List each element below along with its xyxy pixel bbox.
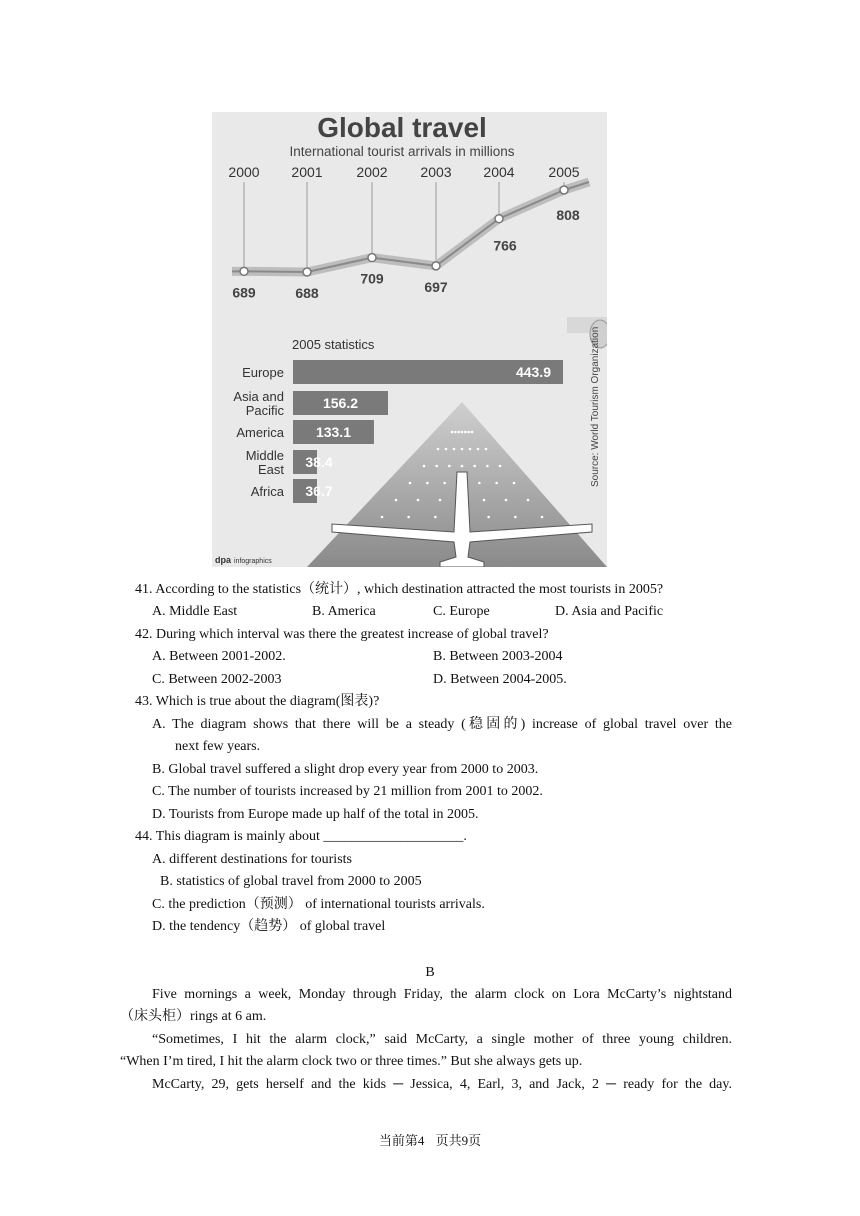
q44-option-a: A. different destinations for tourists [152, 852, 352, 867]
runway-light [485, 448, 488, 451]
q42-option-c: C. Between 2002-2003 [152, 672, 282, 687]
q43-option-a: A. The diagram shows that there will be a steady (稳固的) increase of global travel over the [152, 717, 732, 732]
q41-option-d: D. Asia and Pacific [555, 604, 664, 619]
runway-light [439, 499, 442, 502]
q44-option-b: B. statistics of global travel from 2000 to 2005 [160, 874, 422, 889]
q41-option-c: C. Europe [433, 604, 490, 619]
runway-light [395, 499, 398, 502]
runway-light [426, 482, 429, 485]
passage-line: （床头柜）rings at 6 am. [120, 1009, 267, 1024]
credit-brand: dpa [215, 555, 232, 565]
arrival-point [432, 262, 440, 270]
runway-light [473, 465, 476, 468]
runway-light [464, 431, 467, 434]
runway-light [514, 516, 517, 519]
runway-light [467, 431, 470, 434]
passage-line: “When I’m tired, I hit the alarm clock two or three times.” But she always gets up. [120, 1054, 583, 1069]
q42-option-d: D. Between 2004-2005. [433, 672, 567, 687]
region-value-label: 36.7 [305, 483, 333, 499]
region-name-label: Africa [250, 484, 284, 499]
runway-light [486, 465, 489, 468]
arrival-value-label: 689 [232, 284, 256, 301]
q43-option-c: C. The number of tourists increased by 21 million from 2001 to 2002. [152, 784, 543, 799]
runway-light [461, 448, 464, 451]
arrival-value-label: 697 [424, 278, 448, 295]
year-label: 2004 [483, 164, 515, 180]
passage-line: Five mornings a week, Monday through Friday, the alarm clock on Lora McCarty’s nightstand [152, 987, 732, 1002]
region-value-label: 156.2 [322, 395, 359, 411]
q44-option-c: C. the prediction（预测） of international tourists arrivals. [152, 897, 485, 912]
arrivals-line-band [232, 182, 589, 272]
section-heading: B [425, 965, 435, 980]
runway-light [453, 448, 456, 451]
runway-light [471, 431, 474, 434]
runway-light [409, 482, 412, 485]
stats-title: 2005 statistics [292, 337, 375, 352]
question-42: 42. During which interval was there the greatest increase of global travel? [135, 627, 549, 642]
question-41: 41. According to the statistics（统计）, which destination attracted the most tourists in 2005? [135, 582, 664, 597]
infographic-title: Global travel [317, 112, 487, 143]
q43-option-d: D. Tourists from Europe made up half of the total in 2005. [152, 807, 479, 822]
q43-option-b: B. Global travel suffered a slight drop every year from 2000 to 2003. [152, 762, 539, 777]
runway-light [435, 465, 438, 468]
passage-line: “Sometimes, I hit the alarm clock,” said McCarty, a single mother of three young children. [152, 1032, 732, 1047]
runway-light [487, 516, 490, 519]
year-axis-labels [228, 164, 579, 180]
runway-light [437, 448, 440, 451]
runway-light [478, 482, 481, 485]
region-name-label: Pacific [245, 403, 284, 418]
arrival-point [240, 267, 248, 275]
runway-light [451, 431, 454, 434]
region-value-label: 133.1 [315, 424, 352, 440]
runway-light [454, 431, 457, 434]
q42-option-a: A. Between 2001-2002. [152, 649, 286, 664]
runway-light [483, 499, 486, 502]
year-label: 2000 [228, 164, 260, 180]
runway-light [495, 482, 498, 485]
question-44: 44. This diagram is mainly about ____________________. [135, 829, 467, 844]
runway-light [477, 448, 480, 451]
runway-light [417, 499, 420, 502]
source-note: Source: World Tourism Organization [590, 326, 601, 487]
runway-light [505, 499, 508, 502]
q42-option-b: B. Between 2003-2004 [433, 649, 563, 664]
credit-text: infographics [234, 558, 272, 565]
plane-tail-icon [567, 317, 607, 348]
runway-light [434, 516, 437, 519]
runway-light [448, 465, 451, 468]
runway-light [469, 448, 472, 451]
region-name-label: Middle [245, 448, 284, 463]
region-name-label: Europe [242, 365, 284, 380]
year-label: 2001 [291, 164, 323, 180]
question-43: 43. Which is true about the diagram(图表)? [135, 694, 380, 709]
arrival-value-label: 766 [493, 237, 517, 254]
region-name-label: East [257, 462, 284, 477]
runway-light [461, 431, 464, 434]
runway-light [381, 516, 384, 519]
runway-light [461, 465, 464, 468]
runway-light [499, 465, 502, 468]
region-name-label: America [236, 425, 284, 440]
arrival-point [495, 215, 503, 223]
arrival-value-label: 688 [295, 285, 319, 301]
q43-option-a-continued: next few years. [175, 739, 261, 754]
arrival-value-label: 808 [556, 207, 580, 223]
arrival-point [368, 254, 376, 262]
year-label: 2002 [356, 164, 388, 180]
q41-option-a: A. Middle East [152, 604, 238, 619]
passage-line: McCarty, 29, gets herself and the kids ─ Jessica, 4, Earl, 3, and Jack, 2 ─ ready for the day. [152, 1077, 732, 1092]
global-travel-infographic [212, 112, 607, 567]
runway-light [407, 516, 410, 519]
region-name-label: Asia and [233, 389, 284, 404]
current-page-label: 当前第4 [378, 1133, 425, 1148]
runway-light [457, 431, 460, 434]
arrival-value-label: 709 [360, 270, 384, 287]
runway-light [541, 516, 544, 519]
q44-option-d: D. the tendency（趋势） of global travel [152, 919, 386, 934]
region-value-label: 38.4 [305, 454, 333, 470]
arrival-point [303, 268, 311, 276]
runway-light [527, 499, 530, 502]
page-footer [0, 1130, 860, 1149]
runway-light [443, 482, 446, 485]
arrival-point [560, 186, 568, 194]
q41-option-b: B. America [312, 604, 376, 619]
arrivals-value-labels [232, 207, 580, 301]
runway-light [445, 448, 448, 451]
infographic-canvas [212, 112, 607, 567]
runway-light [513, 482, 516, 485]
total-pages-label: 页共9页 [435, 1133, 482, 1148]
runway-light [423, 465, 426, 468]
year-label: 2003 [420, 164, 452, 180]
year-label: 2005 [548, 164, 580, 180]
region-value-label: 443.9 [515, 364, 551, 380]
infographic-subtitle: International tourist arrivals in millions [289, 144, 515, 159]
